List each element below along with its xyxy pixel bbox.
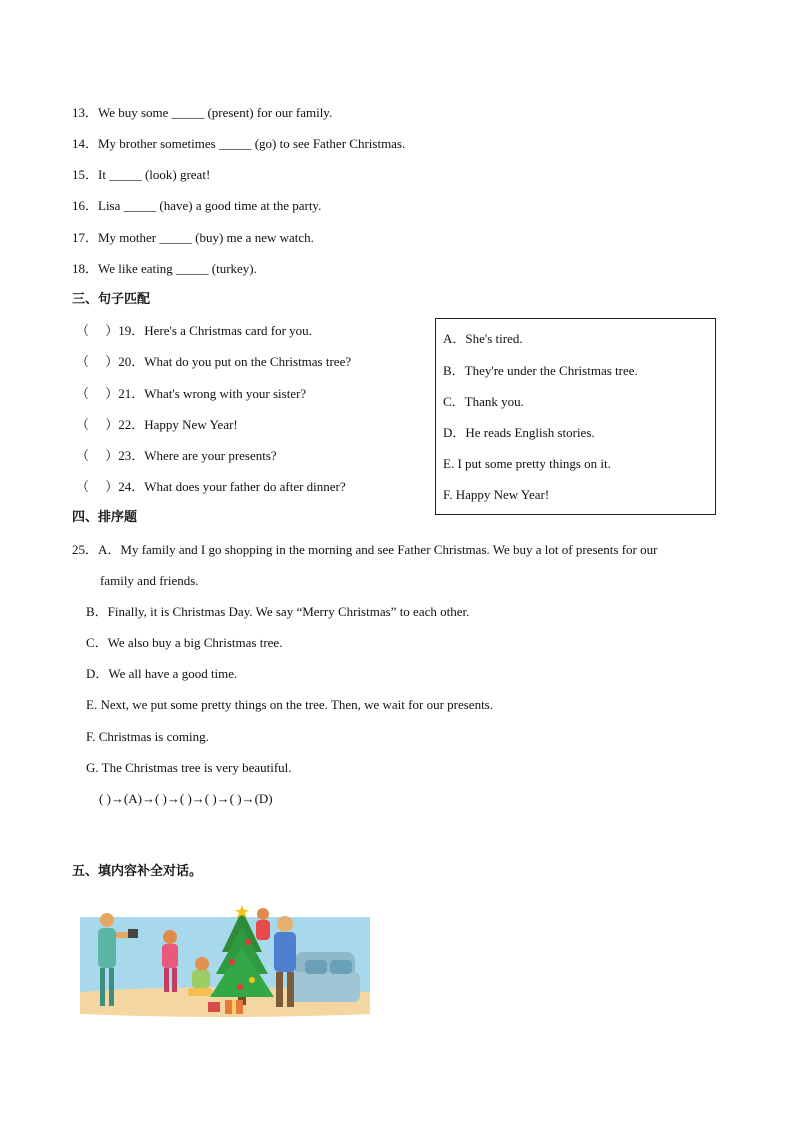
option-e: E. I put some pretty things on it. — [443, 456, 611, 471]
match-question-20: （ ）20．What do you put on the Christmas tree? — [76, 354, 352, 369]
match-question-19: （ ）19．Here's a Christmas card for you. — [76, 323, 312, 338]
option-d: D．He reads English stories. — [443, 425, 595, 440]
question-15: 15．It _____ (look) great! — [72, 167, 211, 182]
answer-options-box — [435, 318, 716, 515]
option-f: F. Happy New Year! — [443, 487, 550, 502]
order-item-g: G. The Christmas tree is very beautiful. — [86, 760, 292, 775]
match-question-24: （ ）24．What does your father do after dinner? — [76, 479, 346, 494]
section-3-title: 三、句子匹配 — [72, 292, 151, 307]
order-item-b: B．Finally, it is Christmas Day. We say “Merry Christmas” to each other. — [86, 604, 470, 619]
order-item-c: C．We also buy a big Christmas tree. — [86, 635, 283, 650]
order-item-d: D．We all have a good time. — [86, 666, 238, 681]
sofa — [288, 952, 360, 1002]
match-question-22: （ ）22．Happy New Year! — [76, 417, 238, 432]
order-item-a-line1: 25．A．My family and I go shopping in the morning and see Father Christmas. We buy a lot of presents for our — [72, 542, 658, 557]
section-5-title: 五、填内容补全对话。 — [72, 864, 203, 879]
option-a: A．She's tired. — [443, 331, 523, 346]
section-4-title: 四、排序题 — [72, 510, 138, 525]
order-item-f: F. Christmas is coming. — [86, 729, 209, 744]
question-13: 13．We buy some _____ (present) for our family. — [72, 105, 333, 120]
order-item-e: E. Next, we put some pretty things on the tree. Then, we wait for our presents. — [86, 697, 493, 712]
option-b: B．They're under the Christmas tree. — [443, 363, 638, 378]
order-answer-sequence: ( )→(A)→( )→( )→( )→( )→(D) — [99, 791, 273, 806]
order-item-a-line2: family and friends. — [100, 573, 199, 588]
match-question-21: （ ）21．What's wrong with your sister? — [76, 386, 307, 401]
option-c: C．Thank you. — [443, 394, 524, 409]
gift-boxes — [208, 1000, 243, 1014]
question-18: 18．We like eating _____ (turkey). — [72, 261, 257, 276]
match-question-23: （ ）23．Where are your presents? — [76, 448, 277, 463]
question-16: 16．Lisa _____ (have) a good time at the party. — [72, 198, 322, 213]
question-17: 17．My mother _____ (buy) me a new watch. — [72, 230, 314, 245]
question-14: 14．My brother sometimes _____ (go) to see Father Christmas. — [72, 136, 406, 151]
christmas-family-illustration — [80, 902, 370, 1022]
